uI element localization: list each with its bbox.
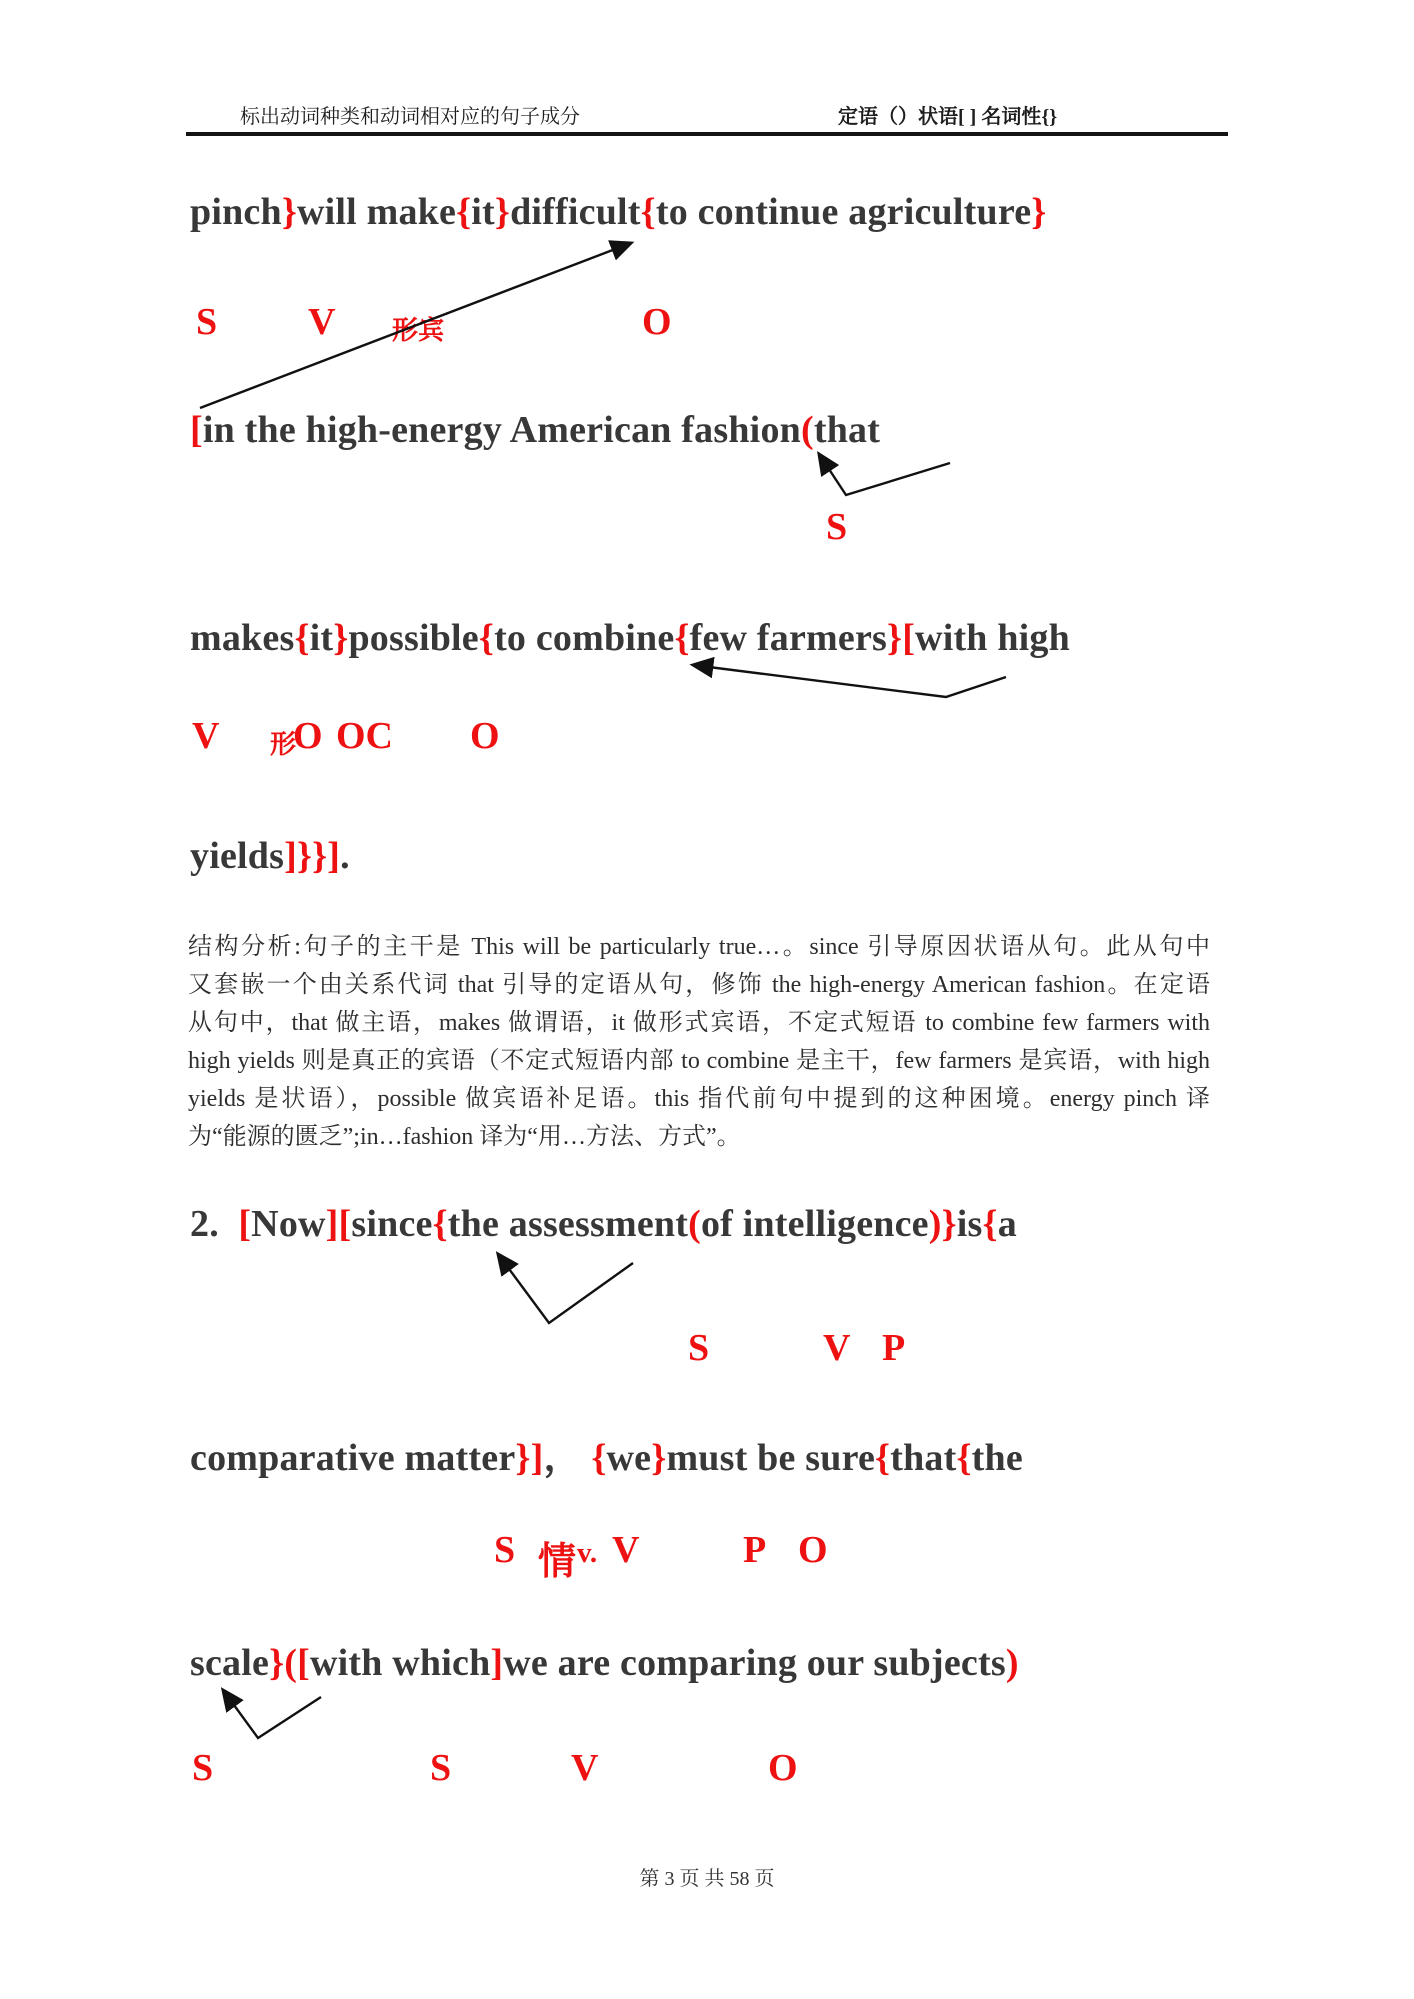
sentence1-line2: [in the high-energy American fashion(that <box>190 409 881 451</box>
label-xingbin: 形宾 <box>392 316 445 345</box>
label-object: O <box>642 301 672 343</box>
label-xing: 形 <box>270 730 297 759</box>
label-subject-6: S <box>430 1747 452 1789</box>
label-object-complement: OC <box>336 715 393 757</box>
sentence2-line3: scale}([with which]we are comparing our subjects) <box>190 1642 1019 1684</box>
label-verb-2: V <box>192 715 220 757</box>
analysis-line: 为“能源的匮乏”;in…fashion 译为“用…方法、方式”。 <box>188 1124 741 1150</box>
arrow-fashion-that-subject <box>819 454 950 495</box>
analysis-line: 从句中，that 做主语，makes 做谓语，it 做形式宾语，不定式短语 to combine few farmers with <box>188 1010 1210 1036</box>
label-subject: S <box>196 301 218 343</box>
analysis-line: yields 是状语），possible 做宾语补足语。this 指代前句中提到的这种困境。energy pinch 译 <box>188 1086 1210 1112</box>
label-formal-object: O <box>293 715 323 757</box>
label-modal-qing: 情 <box>538 1541 577 1583</box>
arrow-scale-subject <box>223 1690 321 1738</box>
label-verb-5: V <box>571 1747 599 1789</box>
label-predicative: P <box>882 1327 906 1369</box>
header-left-text: 标出动词种类和动词相对应的句子成分 <box>240 106 580 128</box>
label-subject-3: S <box>688 1327 710 1369</box>
label-object-4: O <box>768 1747 798 1789</box>
label-verb-3: V <box>823 1327 851 1369</box>
label-object-3: O <box>798 1529 828 1571</box>
label-object-2: O <box>470 715 500 757</box>
sentence1-line1: pinch}will make{it}difficult{to continue agriculture} <box>190 191 1047 233</box>
analysis-line: 又套嵌一个由关系代词 that 引导的定语从句，修饰 the high-energy American fashion。在定语 <box>188 972 1210 998</box>
header-right-legend: 定语（）状语[ ] 名词性{} <box>838 106 1058 128</box>
sentence2-line1: 2. [Now][since{the assessment(of intelligence)}is{a <box>190 1203 1017 1245</box>
analysis-line: high yields 则是真正的宾语（不定式短语内部 to combine 是主干，few farmers 是宾语，with high <box>188 1048 1210 1074</box>
analysis-paragraph <box>188 928 1210 1156</box>
label-modal-v: v. <box>577 1537 598 1569</box>
label-verb: V <box>308 301 336 343</box>
label-subject-5: S <box>192 1747 214 1789</box>
arrow-combine-object <box>693 665 1006 697</box>
sentence1-line3: makes{it}possible{to combine{few farmers}[with high <box>190 617 1070 659</box>
analysis-line: 结构分析:句子的主干是 This will be particularly true…。since 引导原因状语从句。此从句中 <box>188 934 1210 960</box>
label-subject-4: S <box>494 1529 516 1571</box>
sentence1-line4: yields]}}]. <box>190 835 350 877</box>
label-that-subject: S <box>826 506 848 548</box>
arrow-assessment-subject <box>498 1254 633 1323</box>
header-rule <box>186 132 1228 136</box>
sentence2-line2: comparative matter}]， {we}must be sure{that{the <box>190 1437 1023 1479</box>
label-predicative-2: P <box>743 1529 767 1571</box>
label-verb-4: V <box>612 1529 640 1571</box>
page-number-footer: 第 3 页 共 58 页 <box>639 1868 775 1890</box>
